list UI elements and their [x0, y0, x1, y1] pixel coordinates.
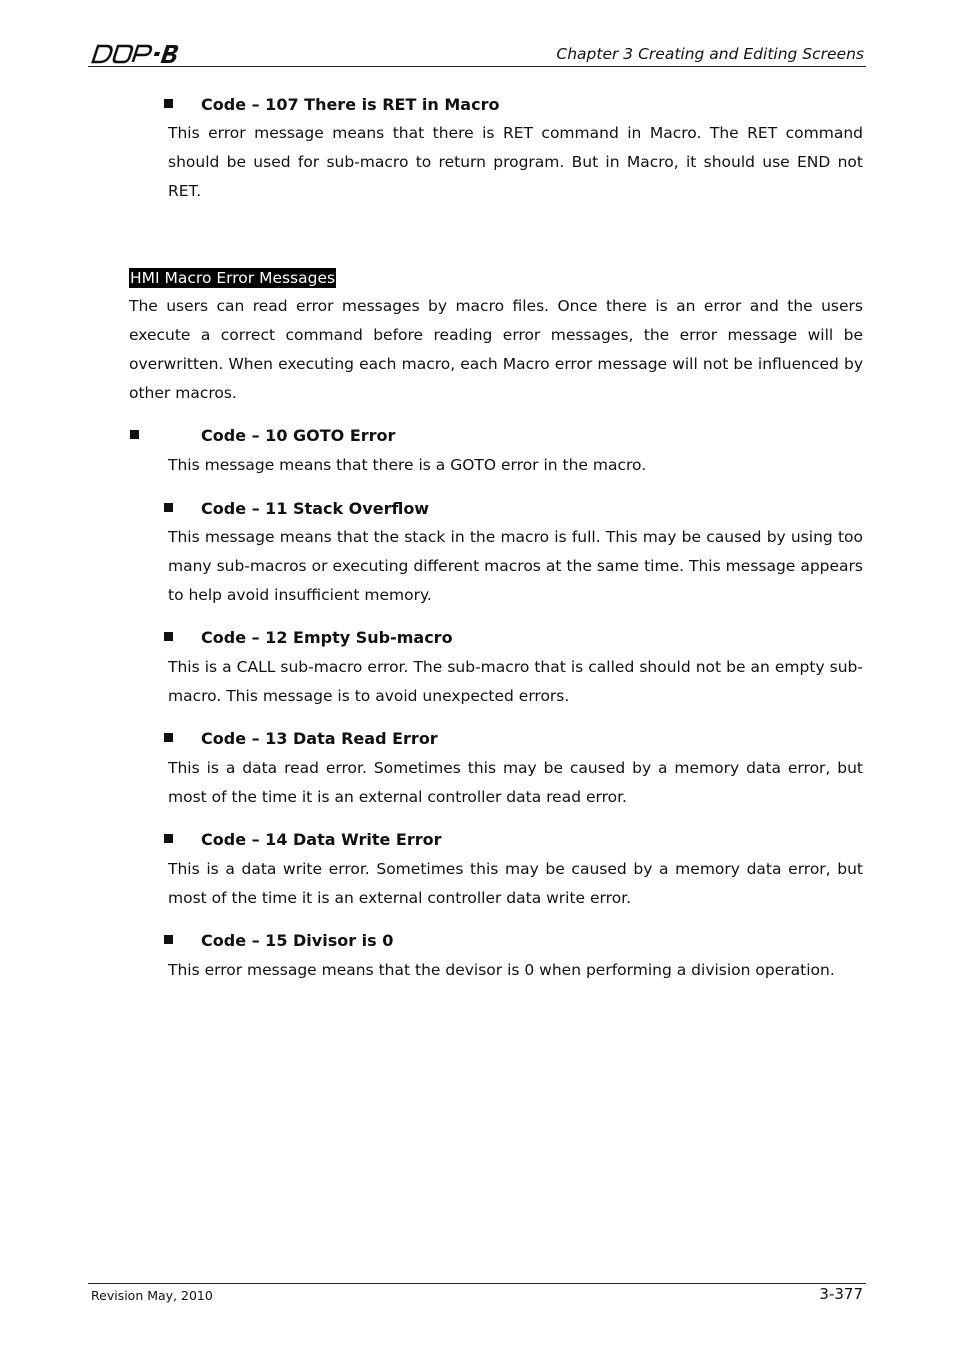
square-bullet-icon [164, 632, 173, 641]
page-number: 3-377 [819, 1285, 863, 1303]
square-bullet-icon [164, 935, 173, 944]
item-title-code-107: Code – 107 There is RET in Macro [201, 95, 500, 114]
item-title-code-11: Code – 11 Stack Overflow [201, 499, 430, 518]
item-body-code-107: This error message means that there is RET command in Macro. The RET command should be used for sub-macro to return program. But in Macro, it should use END not RET. [168, 124, 863, 200]
item-title-code-13: Code – 13 Data Read Error [201, 729, 438, 748]
item-title-code-14: Code – 14 Data Write Error [201, 830, 442, 849]
item-title-code-10: Code – 10 GOTO Error [201, 426, 396, 445]
dop-b-logo [90, 40, 180, 68]
item-title-code-12: Code – 12 Empty Sub-macro [201, 628, 453, 647]
item-body-code-12: This is a CALL sub-macro error. The sub-macro that is called should not be an empty sub-macro. This message is to avoid unexpected errors. [168, 658, 863, 705]
footer-divider [88, 1283, 866, 1284]
square-bullet-icon [164, 503, 173, 512]
square-bullet-icon [164, 834, 173, 843]
item-body-code-11: This message means that the stack in the macro is full. This may be caused by using too many sub-macros or executing different macros at the same time. This message appears to help avoid insufficient memory. [168, 528, 863, 604]
square-bullet-icon [130, 430, 139, 439]
item-body-code-10: This message means that there is a GOTO error in the macro. [168, 456, 647, 474]
square-bullet-icon [164, 99, 173, 108]
section-intro: The users can read error messages by macro files. Once there is an error and the users execute a correct command before reading error messages, the error message will be overwritten. When executing each macro, each Macro error message will not be influenced by other macros. [129, 297, 863, 402]
section-heading: HMI Macro Error Messages [130, 269, 336, 287]
revision-date: Revision May, 2010 [91, 1288, 213, 1303]
item-title-code-15: Code – 15 Divisor is 0 [201, 931, 394, 950]
chapter-title: Chapter 3 Creating and Editing Screens [556, 45, 864, 63]
square-bullet-icon [164, 733, 173, 742]
header-divider [88, 66, 866, 67]
item-body-code-14: This is a data write error. Sometimes this may be caused by a memory data error, but most of the time it is an external controller data write error. [168, 860, 863, 907]
item-body-code-15: This error message means that the devisor is 0 when performing a division operation. [168, 961, 835, 979]
item-body-code-13: This is a data read error. Sometimes this may be caused by a memory data error, but most of the time it is an external controller data read error. [168, 759, 863, 806]
